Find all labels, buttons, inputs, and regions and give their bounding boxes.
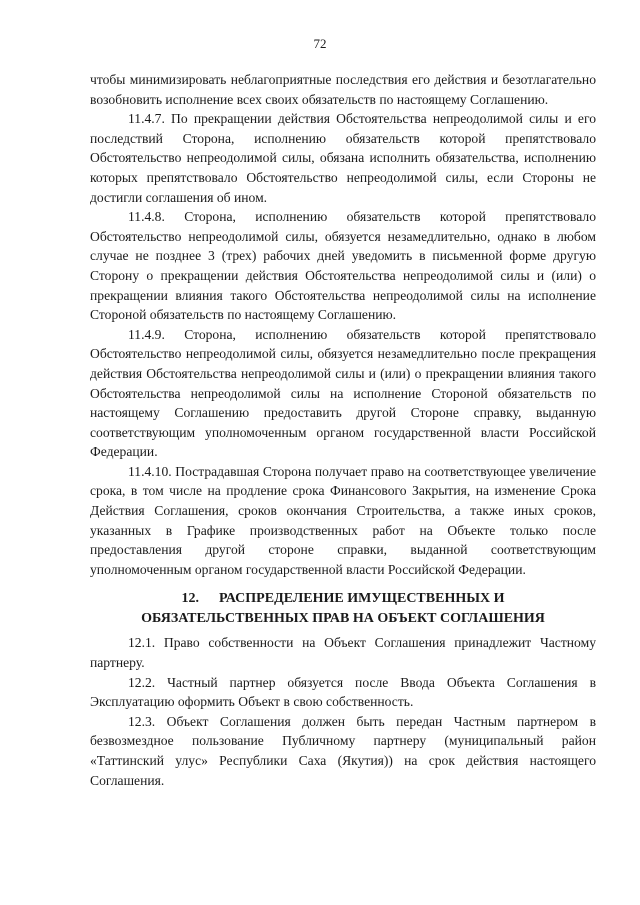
paragraph-11-4-7: 11.4.7. По прекращении действия Обстоятельства непреодолимой силы и его последствий Сторона, исполнению обязательств которой препятствовало Обстоятельство непреодолимой силы, обязана исполнить обязательства, исполнению которых препятствовало Обстоятельство непреодолимой силы, если Стороны не достигли соглашения об ином. [90,111,596,205]
paragraph-11-4-9: 11.4.9. Сторона, исполнению обязательств которой препятствовало Обстоятельство непреодолимой силы, обязуется незамедлительно после прекращения действия Обстоятельства непреодолимой силы и (или) о прекращении влияния такого Обстоятельства непреодолимой силы на исполнение Стороной обязательств по настоящему Соглашению предоставить другой Стороне справку, выданную соответствующим уполномоченным органом государственной власти Российской Федерации. [90,326,596,460]
page-number: 72 [313,36,327,51]
section-heading-line1 [90,589,596,609]
paragraph-12-1: 12.1. Право собственности на Объект Соглашения принадлежит Частному партнеру. [90,635,596,671]
paragraph-12-3: 12.3. Объект Соглашения должен быть передан Частным партнером в безвозмездное пользование Публичному партнеру (муниципальный район «Таттинский улус» Республики Саха (Якутия)) на срок действия настоящего Соглашения. [90,713,596,788]
paragraph-12-2: 12.2. Частный партнер обязуется после Ввода Объекта Соглашения в Эксплуатацию оформить Объект в свою собственность. [90,674,596,710]
paragraph-11-4-10: 11.4.10. Пострадавшая Сторона получает право на соответствующее увеличение срока, в том числе на продление срока Финансового Закрытия, на изменение Срока Действия Соглашения, сроков окончания Строительства, а также иных сроков, указанных в Графике производственных работ на Объекте только после предоставления другой стороне справки, выданной соответствующим уполномоченным органом государственной власти Российской Федерации. [90,463,596,577]
document-body [90,70,596,790]
section-number: 12. [181,591,199,607]
section-heading [90,589,596,629]
paragraph-11-4-8: 11.4.8. Сторона, исполнению обязательств которой препятствовало Обстоятельство непреодолимой силы, обязуется незамедлительно, однако в любом случае не позднее 3 (трех) рабочих дней уведомить в письменной форме другую Сторону о прекращении действия Обстоятельства непреодолимой силы и (или) о прекращении влияния такого Обстоятельства непреодолимой силы на исполнение Стороной обязательств по настоящему Соглашению. [90,209,596,323]
section-title-line1: РАСПРЕДЕЛЕНИЕ ИМУЩЕСТВЕННЫХ И [219,591,505,607]
section-title-line2: ОБЯЗАТЕЛЬСТВЕННЫХ ПРАВ НА ОБЪЕКТ СОГЛАШЕНИЯ [141,611,545,627]
paragraph-continuation: чтобы минимизировать неблагоприятные последствия его действия и безотлагательно возобновить исполнение всех своих обязательств по настоящему Соглашению. [90,72,596,107]
